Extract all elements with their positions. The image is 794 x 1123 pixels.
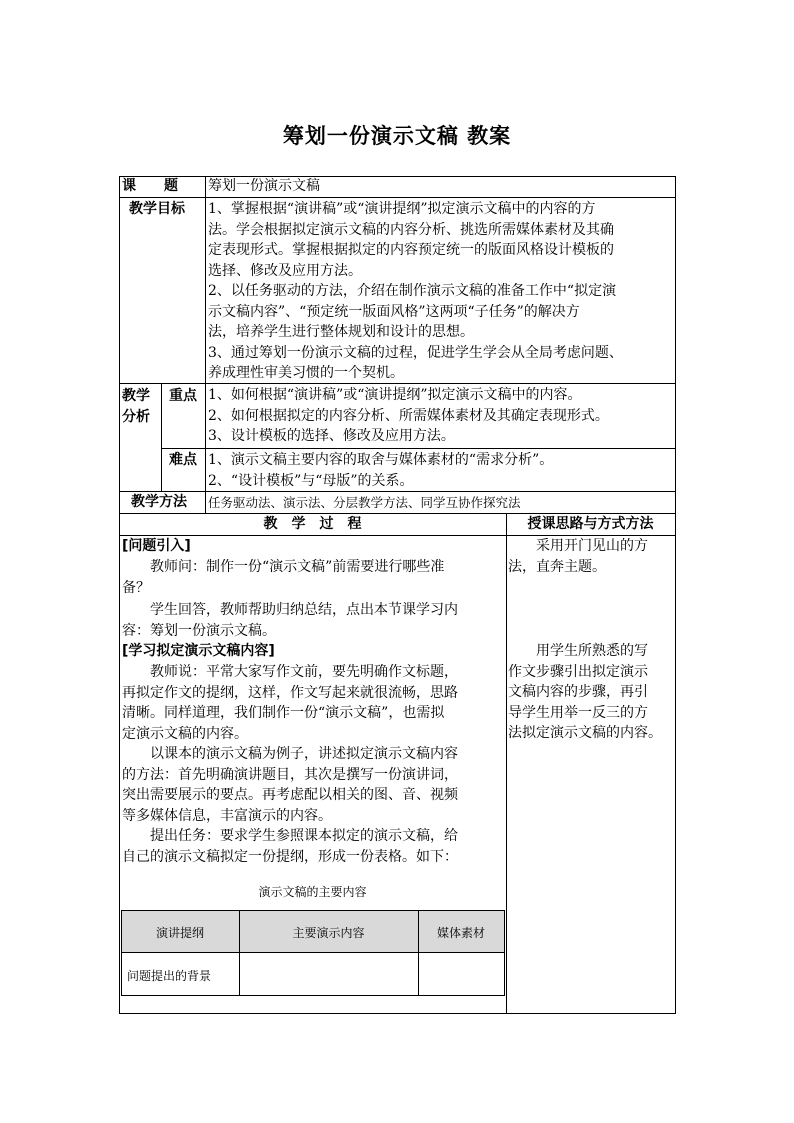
content-table — [121, 910, 505, 996]
intro-paragraph-1: 教师问：制作一份“演示文稿”前需要进行哪些准 备？ — [122, 559, 445, 596]
goals-label: 教学目标 — [129, 201, 185, 217]
key-points-text: 1、如何根据“演讲稿”或“演讲提纲”拟定演示文稿中的内容。 2、如何根据拟定的内容分析、所需媒体素材及其确定表现形式。 3、设计模板的选择、修改及应用方法。 — [208, 387, 609, 444]
table-border-bottom — [119, 1013, 675, 1014]
table-border-right — [675, 176, 676, 1014]
section-heading-intro: [问题引入] — [122, 538, 191, 554]
analysis-label-line1: 教学 — [122, 388, 150, 404]
intro-paragraph-2: 学生回答，教师帮助归纳总结，点出本节课学习内 容：筹划一份演示文稿。 — [122, 602, 458, 639]
analysis-label-line2: 分析 — [122, 409, 150, 425]
content-table-cell: 问题提出的背景 — [127, 969, 212, 983]
column-divider — [205, 176, 206, 513]
content-paragraph-1: 教师说：平常大家写作文前，要先明确作文标题， 再拟定作文的提纲，这样，作文写起来就很流畅，思路 清晰。同样道理，我们制作一份“演示文稿”，也需拟 定演示文稿的内容。 — [122, 664, 458, 742]
page-title: 筹划一份演示文稿 教案 — [282, 124, 512, 148]
sub-border — [121, 910, 122, 996]
sub-border — [239, 910, 240, 996]
content-table-header-outline: 演讲提纲 — [155, 926, 204, 940]
lesson-plan-table — [119, 176, 675, 1013]
sub-border — [121, 910, 505, 911]
table-caption: 演示文稿的主要内容 — [258, 885, 367, 899]
table-border-top — [119, 176, 675, 177]
method-label: 教学方法 — [131, 494, 187, 510]
column-divider — [506, 513, 507, 1013]
section-heading-content: [学习拟定演示文稿内容] — [122, 643, 275, 659]
column-divider — [161, 383, 162, 491]
content-paragraph-2: 以课本的演示文稿为例子，讲述拟定演示文稿内容 的方法：首先明确演讲题目，其次是撰写一份演讲词， 突出需要展示的要点。再考虑配以相关的图、音、视频 等多媒体信息，丰富演示的内容。 — [122, 746, 458, 824]
process-header: 教 学 过 程 — [263, 516, 362, 532]
content-table-header-content: 主要演示内容 — [292, 926, 365, 940]
sub-border — [504, 910, 505, 996]
topic-value: 筹划一份演示文稿 — [208, 178, 320, 194]
row-divider — [161, 448, 675, 449]
difficulty-label: 难点 — [169, 452, 197, 468]
topic-label: 课 题 — [122, 178, 178, 194]
sub-border — [121, 995, 505, 996]
sub-border — [121, 952, 505, 953]
approach-note-1: 采用开门见山的方 法，直奔主题。 — [508, 538, 648, 575]
approach-note-2: 用学生所熟悉的写 作文步骤引出拟定演示 文稿内容的步骤，再引 导学生用举一反三的方 法拟定演示文稿的内容。 — [508, 643, 662, 741]
content-paragraph-3: 提出任务：要求学生参照课本拟定的演示文稿，给 自己的演示文稿拟定一份提纲，形成一份表格。如下： — [122, 828, 458, 865]
key-points-label: 重点 — [169, 388, 197, 404]
content-table-header-media: 媒体素材 — [436, 926, 485, 940]
approach-header: 授课思路与方式方法 — [527, 516, 654, 532]
sub-border — [418, 910, 419, 996]
goals-text: 1、掌握根据“演讲稿”或“演讲提纲”拟定演示文稿中的内容的方 法。学会根据拟定演示文稿的内容分析、挑选所需媒体素材及其确 定表现形式。掌握根据拟定的内容预定统一的版面风格设计模板的 选择、修改及应用方法。 2、以任务驱动的方法，介绍在制作演示文稿的准备工作中“拟定演 示文稿内容”、“预定统一版面风格”这两项“子任务”的解决方 法，培养学生进行整体规划和设计的思想。 3、通过筹划一份演示文稿的过程，促进学生学会从全局考虑问题、 养成理性审美习惯的一个契机。 — [208, 201, 623, 381]
row-divider — [119, 491, 675, 492]
row-divider — [119, 197, 675, 198]
difficulty-text: 1、演示文稿主要内容的取舍与媒体素材的“需求分析”。 2、“设计模板”与“母版”的关系。 — [208, 452, 554, 489]
method-value: 任务驱动法、演示法、分层教学方法、同学互协作探究法 — [208, 495, 521, 510]
